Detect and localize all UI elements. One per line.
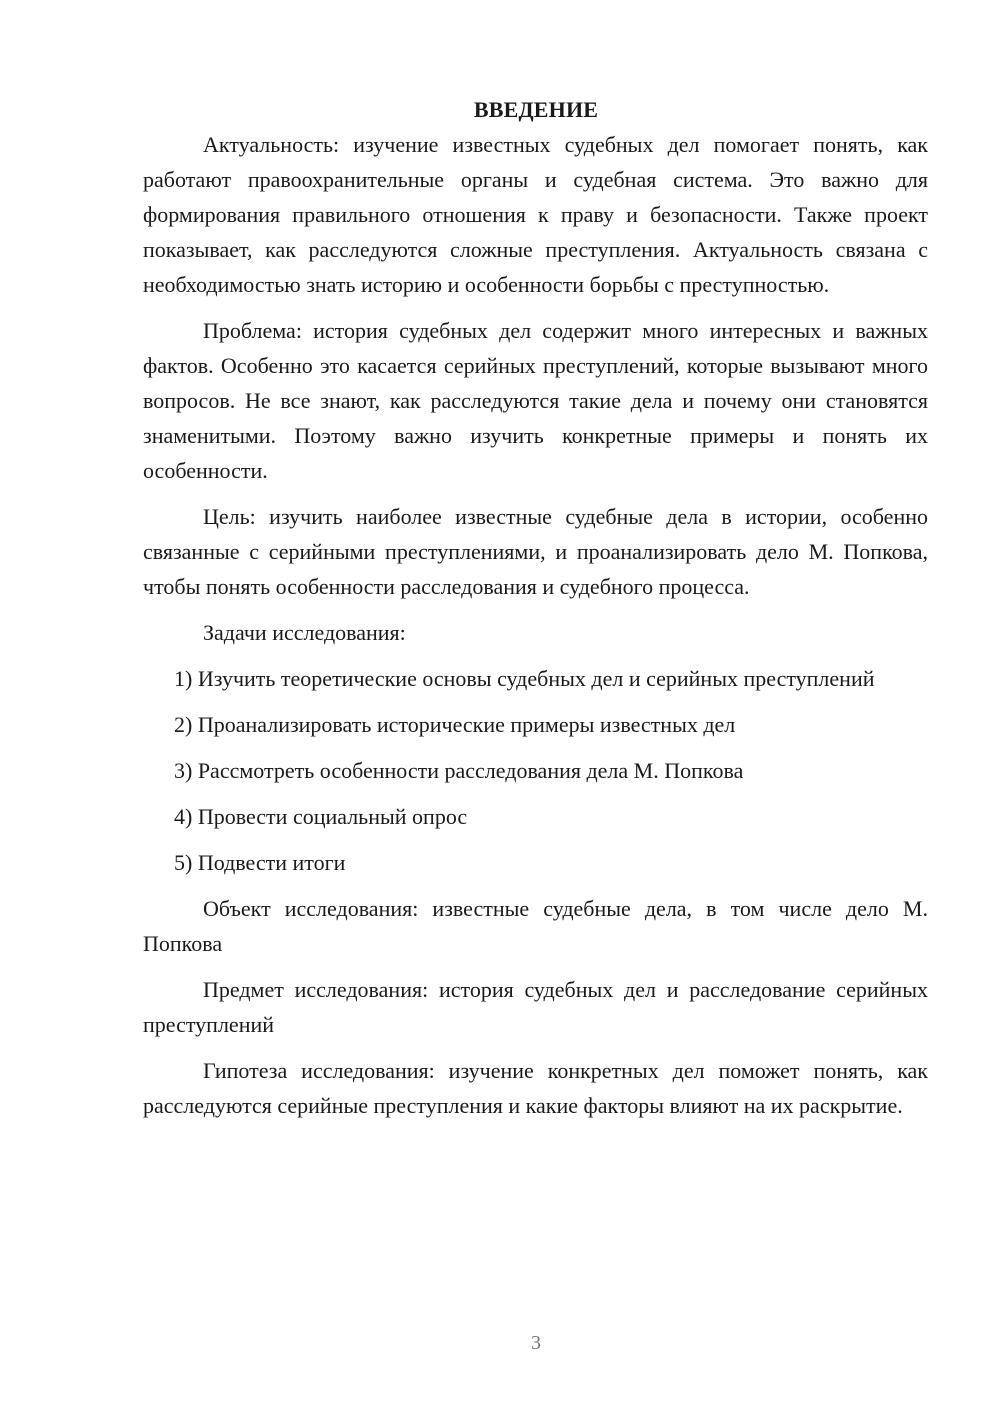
problem-paragraph: Проблема: история судебных дел содержит много интересных и важных фактов. Особенно это касается серийных преступлений, которые вызывают много вопросов. Не все знают, как расследуются такие дела и почему они становятся знаменитыми. Поэтому важно изучить конкретные примеры и понять их особенности. [143,318,928,483]
hypothesis-paragraph: Гипотеза исследования: изучение конкретных дел поможет понять, как расследуются серийные преступления и какие факторы влияют на их раскрытие. [143,1058,928,1118]
document-page [143,92,928,1123]
section-title: ВВЕДЕНИЕ [473,97,599,122]
object-paragraph: Объект исследования: известные судебные дела, в том числе дело М. Попкова [143,896,928,956]
subject-paragraph: Предмет исследования: история судебных дел и расследование серийных преступлений [143,977,928,1037]
task-item: 3) Рассмотреть особенности расследования дела М. Попкова [174,758,744,783]
task-item: 4) Провести социальный опрос [174,804,468,829]
relevance-paragraph: Актуальность: изучение известных судебных дел помогает понять, как работают правоохранительные органы и судебная система. Это важно для формирования правильного отношения к праву и безопасности. Также проект показывает, как расследуются сложные преступления. Актуальность связана с необходимостью знать историю и особенности борьбы с преступностью. [143,132,928,297]
tasks-list [143,661,928,880]
page-number: 3 [531,1332,541,1354]
goal-paragraph: Цель: изучить наиболее известные судебные дела в истории, особенно связанные с серийными преступлениями, и проанализировать дело М. Попкова, чтобы понять особенности расследования и судебного процесса. [143,504,928,599]
task-item: 1) Изучить теоретические основы судебных дел и серийных преступлений [174,666,875,691]
task-item: 5) Подвести итоги [174,850,346,875]
tasks-heading: Задачи исследования: [203,620,406,645]
task-item: 2) Проанализировать исторические примеры известных дел [174,712,736,737]
